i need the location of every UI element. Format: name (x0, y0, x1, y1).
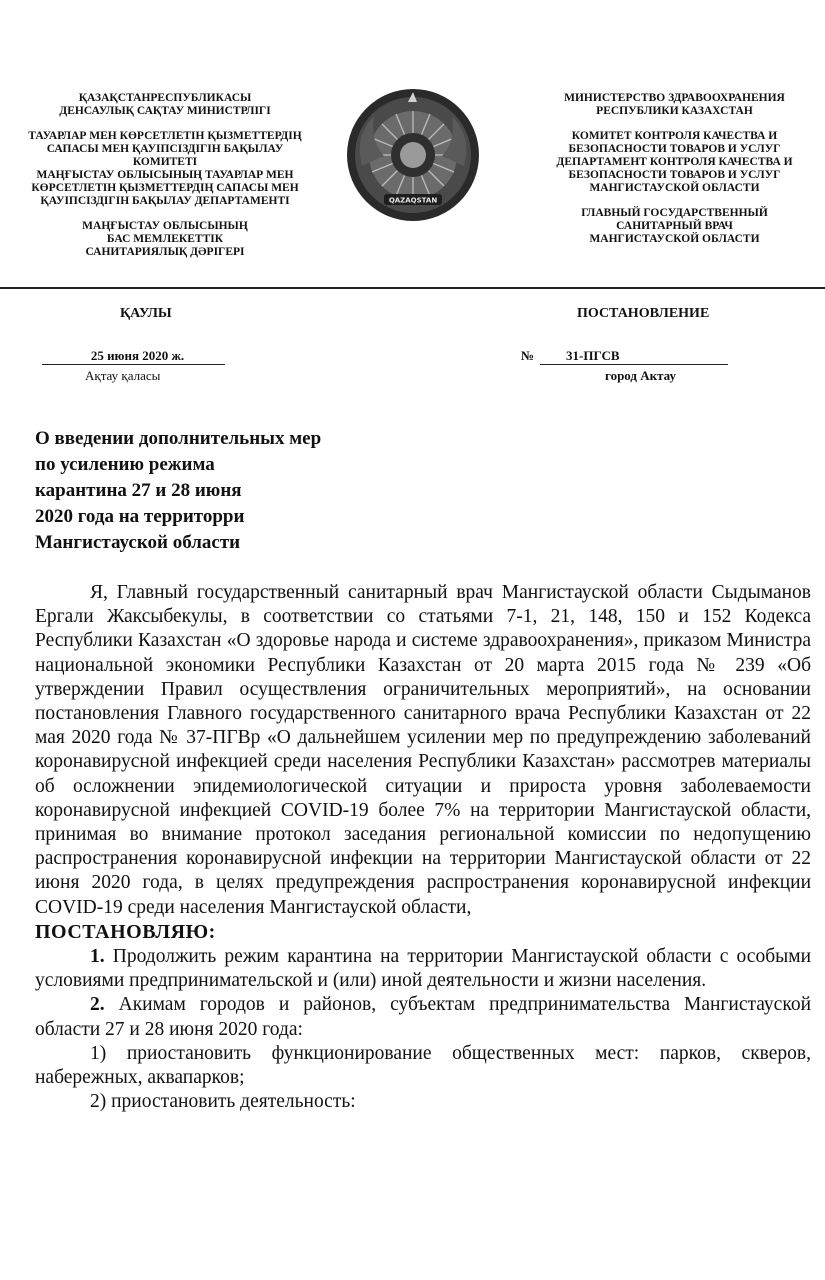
header-left (0, 92, 330, 271)
doc-type-ru: ПОСТАНОВЛЕНИЕ (577, 306, 710, 321)
doc-title: О введении дополнительных мер по усилению режима карантина 27 и 28 июня 2020 года на территорри Мангистауской области (35, 428, 322, 553)
number-sign: № (521, 348, 535, 363)
header-left-ministry: ҚАЗАҚСТАНРЕСПУБЛИКАСЫ ДЕНСАУЛЫҚ САҚТАУ МИНИСТРЛІГІ (59, 92, 271, 117)
header-left-committee: ТАУАРЛАР МЕН КӨРСЕТЛЕТІН ҚЫЗМЕТТЕРДІҢ САПАСЫ МЕН ҚАУІПСІЗДІГІН БАҚЫЛАУ КОМИТЕТІ МАҢҒЫСТАУ ОБЛЫСЫНЫҢ ТАУАРЛАР МЕН КӨРСЕТЛЕТІН ҚЫЗМЕТТЕРДІҢ САПАСЫ МЕН ҚАУІПСІЗДІГІН БАҚЫЛАУ ДЕПАРТАМЕНТІ (28, 130, 302, 207)
state-emblem-icon (344, 86, 482, 224)
city-kz: Ақтау қаласы (85, 368, 161, 383)
decree-word: ПОСТАНОВЛЯЮ: (35, 920, 216, 943)
doc-number: 31-ПГСВ (540, 348, 728, 365)
city-ru: город Актау (605, 368, 677, 383)
header-right-doctor: ГЛАВНЫЙ ГОСУДАРСТВЕННЫЙ САНИТАРНЫЙ ВРАЧ МАНГИСТАУСКОЙ ОБЛАСТИ (581, 207, 768, 245)
header-right-committee: КОМИТЕТ КОНТРОЛЯ КАЧЕСТВА И БЕЗОПАСНОСТИ ТОВАРОВ И УСЛУГ ДЕПАРТАМЕНТ КОНТРОЛЯ КАЧЕСТВА И БЕЗОПАСНОСТИ ТОВАРОВ И УСЛУГ МАНГИСТАУСКОЙ ОБЛАСТИ (556, 130, 793, 194)
doc-body (35, 581, 811, 1114)
doc-type-kz: ҚАУЛЫ (120, 306, 172, 321)
doc-date: 25 июня 2020 ж. (42, 348, 225, 365)
sub-item-1: 1) приостановить функционирование общественных мест: парков, скверов, набережных, аквапарков; (35, 1042, 811, 1089)
emblem-text: QAZAQSTAN (388, 196, 438, 205)
item-2: 2. Акимам городов и районов, субъектам предпринимательства Мангистауской области 27 и 28 июня 2020 года: (35, 994, 812, 1040)
item-1: 1. Продолжить режим карантина на территории Мангистауской области с особыми условиями предпринимательской и (или) иной деятельности и жизни населения. (35, 946, 812, 992)
header-right-ministry: МИНИСТЕРСТВО ЗДРАВООХРАНЕНИЯ РЕСПУБЛИКИ КАЗАХСТАН (564, 92, 785, 117)
header-left-doctor: МАҢҒЫСТАУ ОБЛЫСЫНЫҢ БАС МЕМЛЕКЕТТІК САНИТАРИЯЛЫҚ ДӘРІГЕРІ (82, 220, 248, 258)
header-right (532, 92, 817, 258)
sub-item-2: 2) приостановить деятельность: (90, 1091, 356, 1113)
preamble-paragraph: Я, Главный государственный санитарный врач Мангистауской области Сыдыманов Ергали Жаксыбекулы, в соответствии со статьями 7-1, 21, 148, 150 и 152 Кодекса Республики Казахстан «О здоровье народа и системе здравоохранения», приказом Министра национальной экономики Республики Казахстан от 20 марта 2015 года № 239 «Об утверждении Правил осуществления ограничительных мероприятий», на основании постановления Главного государственного санитарного врача Республики Казахстан от 22 мая 2020 года № 37-ПГВр «О дальнейшем усилении мер по предупреждению заболеваний коронавирусной инфекцией среди населения Республики Казахстан» рассмотрев материалы об осложнении эпидемиологической ситуации и прироста уровня заболеваемости коронавирусной инфекцией COVID-19 более 7% на территории Мангистауской области, принимая во внимание протокол заседания региональной комиссии по недопущению распространения коронавирусной инфекции на территории Мангистауской области от 22 июня 2020 года, в целях предупреждения распространения коронавирусной инфекции COVID-19 среди населения Мангистауской области, (35, 582, 811, 918)
header-divider (0, 287, 825, 289)
